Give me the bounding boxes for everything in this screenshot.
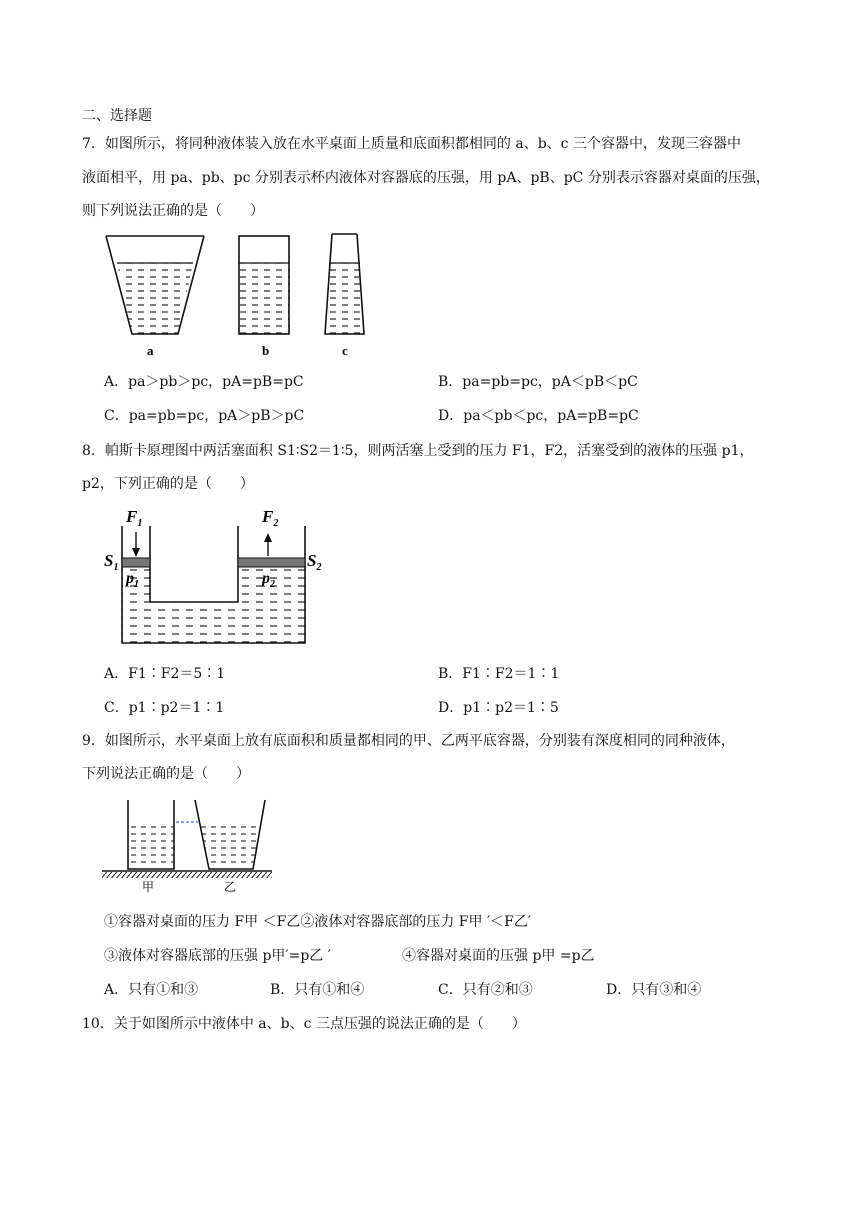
q8-option-c[interactable]: C．p1∶p2＝1∶1 [104,700,225,716]
container-a [106,236,204,334]
q10-stem-line1: 关于如图所示中液体中 a、b、c 三点压强的说法正确的是（ ） [113,1016,526,1032]
q7-text-line1 [82,134,741,154]
label-p2: $p_2$ [262,570,275,590]
q8-figure-pascal [100,502,340,652]
label-p1: $p_1$ [126,570,139,590]
container-c [325,234,364,334]
q9-figure-containers [100,796,280,896]
q7-stem-line3: 则下列说法正确的是（ ） [82,203,264,219]
q7-figure-containers [100,232,360,362]
q9-stem-line1: 如图所示，水平桌面上放有底面积和质量都相同的甲、乙两平底容器，分别装有深度相同的同种液体， [104,733,735,749]
q9-option-a[interactable]: A．只有①和③ [104,982,199,998]
container-b [239,236,289,334]
q7-stem-line2: 液面相平，用 pa、pb、pc 分别表示杯内液体对容器底的压强，用 pA、pB、pC 分别表示容器对桌面的压强， [82,170,770,186]
q7-option-c[interactable]: C．pa=pb=pc，pA＞pB＞pC [104,408,305,424]
label-F2: $F_2$ [262,507,279,529]
q9-option-c[interactable]: C．只有②和③ [438,982,533,998]
q8-text-line1 [82,441,753,461]
q9-stem-line2: 下列说法正确的是（ ） [82,766,250,782]
q8-option-a[interactable]: A．F1∶F2＝5∶1 [104,666,226,682]
fig-label-jia: 甲 [142,880,155,894]
q8-stem-line1: 帕斯卡原理图中两活塞面积 S1∶S2＝1∶5，则两活塞上受到的压力 F1，F2，活塞受到的液体的压强 p1， [104,443,754,459]
q8-option-d[interactable]: D．p1∶p2＝1∶5 [438,700,559,716]
q7-option-a[interactable]: A．pa＞pb＞pc，pA=pB=pC [104,374,304,390]
q7-option-d[interactable]: D．pa＜pb＜pc，pA=pB=pC [438,408,639,424]
q8-option-b[interactable]: B．F1∶F2＝1∶1 [438,666,560,682]
q7-option-b[interactable]: B．pa=pb=pc，pA＜pB＜pC [438,374,638,390]
q9-option-b[interactable]: B．只有①和④ [270,982,365,998]
q8-stem-line2: p2，下列正确的是（ ） [82,476,254,492]
q10-text-line1 [82,1014,526,1034]
q8-number: 8． [82,443,105,459]
section-title: 二、选择题 [82,108,152,124]
q9-statement-3: ③液体对容器底部的压强 p甲′=p乙 ′ [104,948,331,964]
label-S1: $S_1$ [104,551,119,573]
fig-label-c: c [342,343,348,358]
q10-number: 10． [82,1016,114,1032]
q7-number: 7． [82,136,105,152]
label-F1: $F_1$ [126,507,143,529]
fig-label-a: a [147,343,154,358]
q9-statement-1-2: ①容器对桌面的压力 F甲 ＜F乙②液体对容器底部的压力 F甲 ′＜F乙′ [104,914,532,930]
q9-number: 9． [82,733,105,749]
q9-text-line1 [82,731,735,751]
q7-stem-line1: 如图所示，将同种液体装入放在水平桌面上质量和底面积都相同的 a、b、c 三个容器中，发现三容器中 [104,136,741,152]
fig-label-b: b [262,343,270,358]
label-S2: $S_2$ [307,551,322,573]
q9-option-d[interactable]: D．只有③和④ [606,982,702,998]
fig-label-yi: 乙 [224,880,237,894]
q9-statement-4: ④容器对桌面的压强 p甲 =p乙 [402,948,595,964]
